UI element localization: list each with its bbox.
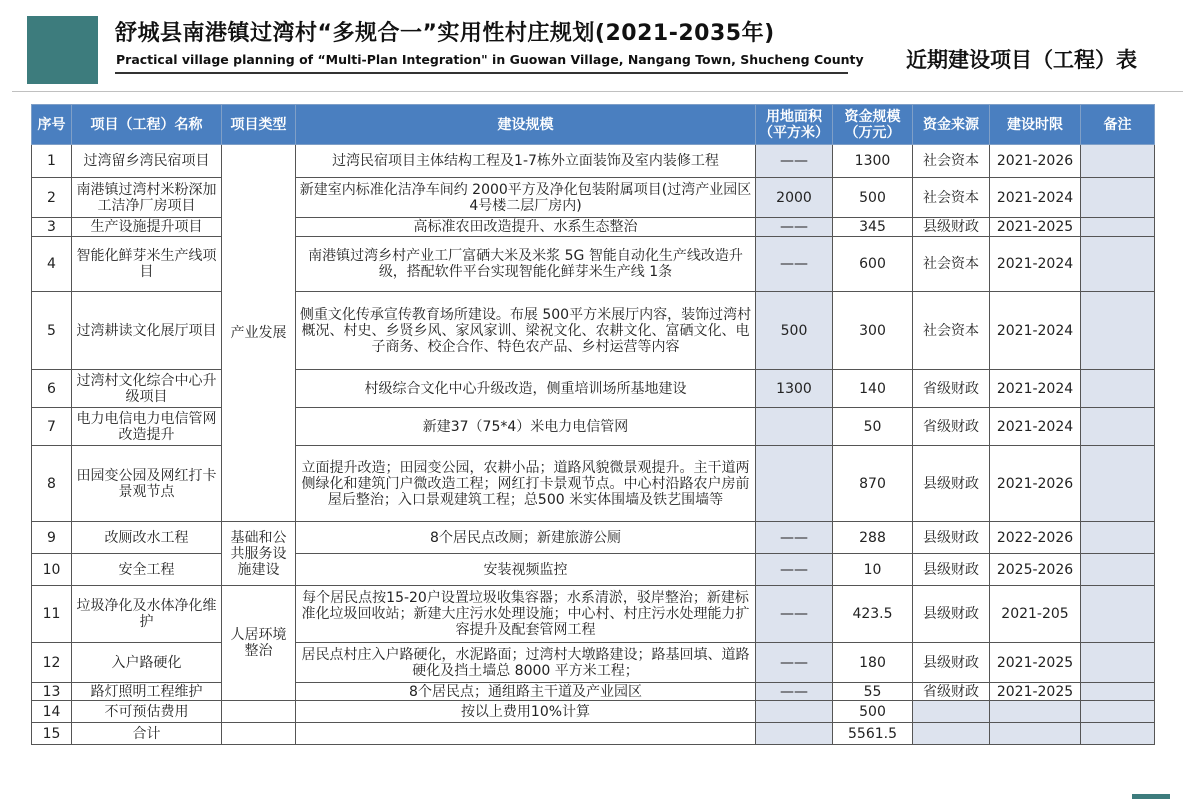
cell-period: 2021-2026 xyxy=(990,145,1081,178)
cell-area: —— xyxy=(756,237,833,292)
col-header-type: 项目类型 xyxy=(222,105,296,145)
cell-remark xyxy=(1081,408,1155,446)
cell-name: 生产设施提升项目 xyxy=(72,218,222,237)
table-title: 近期建设项目（工程）表 xyxy=(906,48,1137,72)
cell-name: 不可预估费用 xyxy=(72,701,222,723)
cell-source: 县级财政 xyxy=(913,218,990,237)
cell-area: —— xyxy=(756,522,833,554)
cell-source xyxy=(913,701,990,723)
cell-type: 产业发展 xyxy=(222,145,296,522)
cell-source: 社会资本 xyxy=(913,237,990,292)
cell-fund: 870 xyxy=(833,446,913,522)
cell-remark xyxy=(1081,178,1155,218)
cell-remark xyxy=(1081,237,1155,292)
col-header-area xyxy=(756,105,833,145)
col-header-fund-line1: 资金规模 xyxy=(844,108,901,125)
cell-no: 12 xyxy=(32,643,72,683)
header-divider xyxy=(12,91,1183,92)
cell-name: 安全工程 xyxy=(72,554,222,586)
cell-area xyxy=(756,723,833,745)
page-subtitle: Practical village planning of “Multi-Plan Integration" in Guowan Village, Nangang Town, Shucheng County xyxy=(116,52,864,67)
cell-area: —— xyxy=(756,554,833,586)
col-header-period: 建设时限 xyxy=(990,105,1081,145)
cell-name: 田园变公园及网红打卡景观节点 xyxy=(72,446,222,522)
cell-fund: 345 xyxy=(833,218,913,237)
cell-name: 入户路硬化 xyxy=(72,643,222,683)
cell-period: 2021-2025 xyxy=(990,643,1081,683)
cell-type xyxy=(222,701,296,723)
cell-fund: 423.5 xyxy=(833,586,913,643)
col-header-remark: 备注 xyxy=(1081,105,1155,145)
cell-source: 县级财政 xyxy=(913,522,990,554)
table-header-row xyxy=(32,105,1155,145)
cell-source: 社会资本 xyxy=(913,178,990,218)
page-title: 舒城县南港镇过湾村“多规合一”实用性村庄规划(2021-2035年) xyxy=(115,21,775,46)
cell-area xyxy=(756,408,833,446)
cell-remark xyxy=(1081,370,1155,408)
cell-name: 过湾留乡湾民宿项目 xyxy=(72,145,222,178)
cell-no: 9 xyxy=(32,522,72,554)
table-row xyxy=(32,145,1155,178)
cell-area xyxy=(756,446,833,522)
cell-scale: 南港镇过湾乡村产业工厂富硒大米及米浆 5G 智能自动化生产线改造升级，搭配软件平台实现智能化鲜芽米生产线 1条 xyxy=(296,237,756,292)
cell-type xyxy=(222,723,296,745)
cell-scale: 每个居民点按15-20户设置垃圾收集容器；水系清淤，驳岸整治；新建标准化垃圾回收站；新建大庄污水处理设施；中心村、村庄污水处理能力扩容提升及配套管网工程 xyxy=(296,586,756,643)
cell-fund: 55 xyxy=(833,683,913,701)
cell-fund: 5561.5 xyxy=(833,723,913,745)
cell-no: 5 xyxy=(32,292,72,370)
cell-no: 13 xyxy=(32,683,72,701)
table-row xyxy=(32,554,1155,586)
cell-period xyxy=(990,701,1081,723)
cell-period: 2022-2026 xyxy=(990,522,1081,554)
cell-source: 县级财政 xyxy=(913,586,990,643)
cell-fund: 500 xyxy=(833,701,913,723)
col-header-name: 项目（工程）名称 xyxy=(72,105,222,145)
cell-period xyxy=(990,723,1081,745)
cell-remark xyxy=(1081,218,1155,237)
cell-period: 2025-2026 xyxy=(990,554,1081,586)
cell-name: 电力电信电力电信管网改造提升 xyxy=(72,408,222,446)
cell-area: —— xyxy=(756,683,833,701)
cell-source: 社会资本 xyxy=(913,145,990,178)
cell-name: 改厕改水工程 xyxy=(72,522,222,554)
cell-name: 垃圾净化及水体净化维护 xyxy=(72,586,222,643)
cell-source: 省级财政 xyxy=(913,408,990,446)
cell-source: 省级财政 xyxy=(913,370,990,408)
table-row xyxy=(32,446,1155,522)
cell-fund: 600 xyxy=(833,237,913,292)
cell-area xyxy=(756,701,833,723)
cell-scale: 安装视频监控 xyxy=(296,554,756,586)
cell-period: 2021-2025 xyxy=(990,683,1081,701)
cell-scale: 8个居民点；通组路主干道及产业园区 xyxy=(296,683,756,701)
cell-remark xyxy=(1081,554,1155,586)
cell-scale: 村级综合文化中心升级改造，侧重培训场所基地建设 xyxy=(296,370,756,408)
cell-period: 2021-2025 xyxy=(990,218,1081,237)
cell-no: 1 xyxy=(32,145,72,178)
cell-fund: 288 xyxy=(833,522,913,554)
col-header-area-line2: （平方米） xyxy=(759,124,829,141)
cell-area: —— xyxy=(756,643,833,683)
cell-fund: 500 xyxy=(833,178,913,218)
cell-fund: 10 xyxy=(833,554,913,586)
cell-scale: 8个居民点改厕；新建旅游公厕 xyxy=(296,522,756,554)
cell-remark xyxy=(1081,522,1155,554)
cell-source: 县级财政 xyxy=(913,446,990,522)
cell-area: —— xyxy=(756,586,833,643)
cell-no: 14 xyxy=(32,701,72,723)
table-row xyxy=(32,292,1155,370)
cell-area: 1300 xyxy=(756,370,833,408)
cell-no: 3 xyxy=(32,218,72,237)
table-row xyxy=(32,723,1155,745)
cell-name: 过湾村文化综合中心升级项目 xyxy=(72,370,222,408)
cell-period: 2021-2024 xyxy=(990,178,1081,218)
cell-period: 2021-2024 xyxy=(990,292,1081,370)
subtitle-underline xyxy=(115,72,848,74)
table-row xyxy=(32,218,1155,237)
cell-no: 2 xyxy=(32,178,72,218)
cell-area: 2000 xyxy=(756,178,833,218)
cell-fund: 50 xyxy=(833,408,913,446)
corner-accent-block xyxy=(1132,794,1170,799)
table-row xyxy=(32,586,1155,643)
cell-period: 2021-2024 xyxy=(990,370,1081,408)
cell-scale: 新建37（75*4）米电力电信管网 xyxy=(296,408,756,446)
cell-source: 省级财政 xyxy=(913,683,990,701)
project-table xyxy=(31,104,1155,745)
cell-name: 智能化鲜芽米生产线项目 xyxy=(72,237,222,292)
cell-period: 2021-2024 xyxy=(990,408,1081,446)
cell-source: 县级财政 xyxy=(913,643,990,683)
table-row xyxy=(32,522,1155,554)
cell-type: 基础和公共服务设施建设 xyxy=(222,522,296,586)
cell-area: 500 xyxy=(756,292,833,370)
cell-scale: 居民点村庄入户路硬化，水泥路面；过湾村大墩路建设；路基回填、道路硬化及挡土墙总 8000 平方米工程； xyxy=(296,643,756,683)
cell-remark xyxy=(1081,723,1155,745)
logo-block xyxy=(27,16,98,84)
cell-scale xyxy=(296,723,756,745)
cell-no: 6 xyxy=(32,370,72,408)
col-header-source: 资金来源 xyxy=(913,105,990,145)
cell-remark xyxy=(1081,292,1155,370)
cell-scale: 侧重文化传承宣传教育场所建设。布展 500平方米展厅内容，装饰过湾村概况、村史、乡贤乡风、家风家训、梁祝文化、农耕文化、富硒文化、电子商务、校企合作、特色农产品、乡村运营等内容 xyxy=(296,292,756,370)
cell-scale: 按以上费用10%计算 xyxy=(296,701,756,723)
cell-no: 11 xyxy=(32,586,72,643)
cell-source: 社会资本 xyxy=(913,292,990,370)
cell-remark xyxy=(1081,446,1155,522)
table-row xyxy=(32,683,1155,701)
cell-no: 10 xyxy=(32,554,72,586)
cell-fund: 180 xyxy=(833,643,913,683)
cell-source xyxy=(913,723,990,745)
table-row xyxy=(32,237,1155,292)
cell-name: 过湾耕读文化展厅项目 xyxy=(72,292,222,370)
table-row xyxy=(32,370,1155,408)
cell-name: 路灯照明工程维护 xyxy=(72,683,222,701)
cell-scale: 过湾民宿项目主体结构工程及1-7栋外立面装饰及室内装修工程 xyxy=(296,145,756,178)
table-row xyxy=(32,178,1155,218)
cell-remark xyxy=(1081,683,1155,701)
cell-area: —— xyxy=(756,218,833,237)
cell-type: 人居环境整治 xyxy=(222,586,296,701)
cell-remark xyxy=(1081,586,1155,643)
table-row xyxy=(32,408,1155,446)
col-header-no: 序号 xyxy=(32,105,72,145)
cell-no: 8 xyxy=(32,446,72,522)
col-header-area-line1: 用地面积 xyxy=(766,108,822,125)
col-header-fund xyxy=(833,105,913,145)
cell-no: 7 xyxy=(32,408,72,446)
cell-name: 合计 xyxy=(72,723,222,745)
col-header-scale: 建设规模 xyxy=(296,105,756,145)
cell-scale: 新建室内标准化洁净车间约 2000平方及净化包装附属项目(过湾产业园区 4号楼二层厂房内) xyxy=(296,178,756,218)
cell-period: 2021-2024 xyxy=(990,237,1081,292)
cell-scale: 立面提升改造；田园变公园，农耕小品；道路风貌微景观提升。主干道两侧绿化和建筑门户微改造工程；网红打卡景观节点。中心村沿路农户房前屋后整治；入口景观建筑工程；总500 米实体围墙及铁艺围墙等 xyxy=(296,446,756,522)
cell-fund: 140 xyxy=(833,370,913,408)
cell-remark xyxy=(1081,145,1155,178)
cell-no: 15 xyxy=(32,723,72,745)
table-row xyxy=(32,643,1155,683)
cell-no: 4 xyxy=(32,237,72,292)
cell-fund: 300 xyxy=(833,292,913,370)
cell-remark xyxy=(1081,701,1155,723)
table-row xyxy=(32,701,1155,723)
cell-source: 县级财政 xyxy=(913,554,990,586)
cell-remark xyxy=(1081,643,1155,683)
col-header-fund-line2: （万元） xyxy=(844,124,901,141)
cell-period: 2021-2026 xyxy=(990,446,1081,522)
cell-area: —— xyxy=(756,145,833,178)
cell-period: 2021-205 xyxy=(990,586,1081,643)
cell-name: 南港镇过湾村米粉深加工洁净厂房项目 xyxy=(72,178,222,218)
cell-scale: 高标准农田改造提升、水系生态整治 xyxy=(296,218,756,237)
cell-fund: 1300 xyxy=(833,145,913,178)
